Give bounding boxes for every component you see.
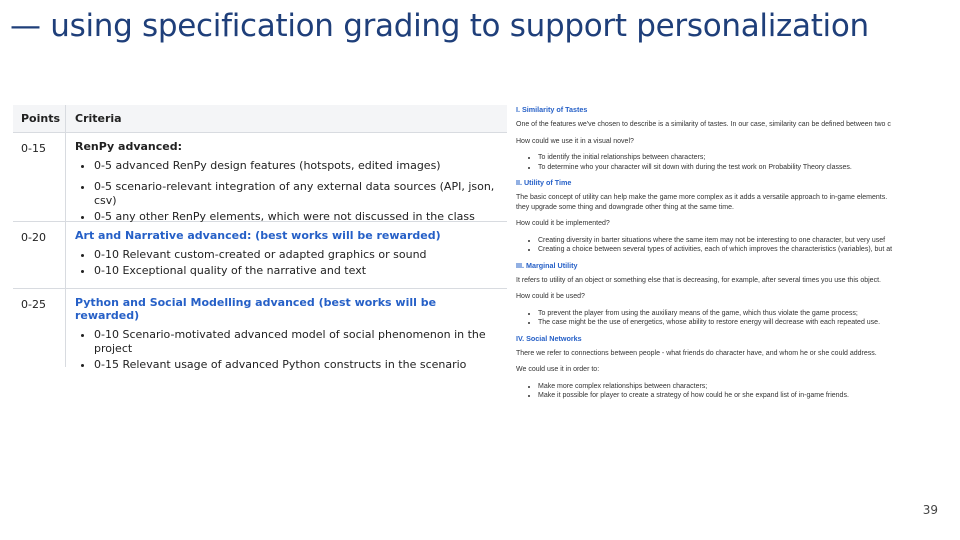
- section-paragraph: There we refer to connections between people - what friends do character have, and whom he or she could address.: [516, 349, 877, 357]
- section-question: How could it be used?: [516, 293, 585, 300]
- list-item: • Make it possible for player to create a strategy of how could he or she expand list of in-game friends.: [538, 391, 930, 401]
- list-item: • Make more complex relationships between characters;: [538, 382, 930, 392]
- section-heading: I. Similarity of Tastes: [516, 105, 588, 114]
- criteria-item: • 0-15 Relevant usage of advanced Python constructs in the scenario: [94, 358, 499, 372]
- section-paragraph: One of the features we've chosen to describe is a similarity of tastes. In our case, similarity can be defined between two c: [516, 121, 891, 128]
- criteria-item: • 0-5 scenario-relevant integration of any external data sources (API, json, csv): [94, 180, 499, 208]
- section-list: [516, 236, 930, 255]
- grading-criteria-table: [13, 105, 507, 371]
- section-heading: II. Utility of Time: [516, 178, 572, 187]
- page-number: 39: [922, 503, 938, 517]
- header-criteria: Criteria: [65, 105, 507, 132]
- section-list: [516, 309, 930, 328]
- paragraph-line: they upgrade some thing and downgrade other thing at the same time.: [516, 203, 734, 211]
- table-header-row: [13, 105, 507, 133]
- criteria-list: [75, 248, 499, 278]
- row-points: 0-15: [21, 142, 46, 155]
- section-paragraph: It refers to utility of an object or something else that is decreasing, for example, after several times you use this object.: [516, 276, 881, 284]
- section-heading: IV. Social Networks: [516, 333, 582, 343]
- utility-concepts-panel: [516, 105, 930, 425]
- paragraph-line: The basic concept of utility can help make the game more complex as it adds a versatile approach to in-game elements.: [516, 194, 888, 201]
- table-row: [13, 222, 507, 289]
- criteria-item: • 0-10 Relevant custom-created or adapted graphics or sound: [94, 248, 499, 262]
- criteria-item: • 0-5 advanced RenPy design features (hotspots, edited images): [94, 159, 499, 173]
- row-criteria: [65, 133, 507, 221]
- row-points: 0-25: [21, 298, 46, 311]
- criteria-item: • 0-10 Scenario-motivated advanced model of social phenomenon in the project: [94, 328, 499, 356]
- list-item: • Creating a choice between several types of activities, each of which improves the characteristics (variables), but at: [538, 245, 930, 255]
- criteria-title: Art and Narrative advanced: (best works will be rewarded): [75, 229, 441, 242]
- criteria-title: Python and Social Modelling advanced (best works will be rewarded): [75, 296, 437, 322]
- criteria-list: [75, 328, 499, 372]
- criteria-item: • 0-10 Exceptional quality of the narrative and text: [94, 264, 499, 278]
- header-points: Points: [21, 112, 61, 125]
- list-item: • To determine who your character will sit down with during the test work on Probability Theory classes.: [538, 163, 930, 173]
- criteria-item: • 0-5 any other RenPy elements, which were not discussed in the class: [94, 210, 499, 224]
- section-question: We could use it in order to:: [516, 366, 600, 373]
- section-paragraph: [516, 193, 930, 212]
- list-item: • Creating diversity in barter situations where the same item may not be interesting to one character, but very usef: [538, 236, 930, 246]
- row-criteria: [65, 289, 507, 371]
- section-question: How could it be implemented?: [516, 220, 610, 227]
- section-heading: III. Marginal Utility: [516, 260, 578, 270]
- row-criteria: [65, 222, 507, 288]
- criteria-title: RenPy advanced:: [75, 140, 183, 153]
- list-item: • To prevent the player from using the auxiliary means of the game, which thus violate the game process;: [538, 309, 930, 319]
- row-points: 0-20: [21, 231, 46, 244]
- list-item: • The case might be the use of energetics, whose ability to restore energy will decrease with each repeated use.: [538, 318, 930, 328]
- section-list: [516, 153, 930, 172]
- slide-title: — using specification grading to support personalization: [10, 8, 869, 44]
- table-row: [13, 289, 507, 371]
- criteria-list: [75, 159, 499, 224]
- section-list: [516, 382, 930, 401]
- table-row: [13, 133, 507, 222]
- list-item: • To identify the initial relationships between characters;: [538, 153, 930, 163]
- section-question: How could we use it in a visual novel?: [516, 137, 634, 145]
